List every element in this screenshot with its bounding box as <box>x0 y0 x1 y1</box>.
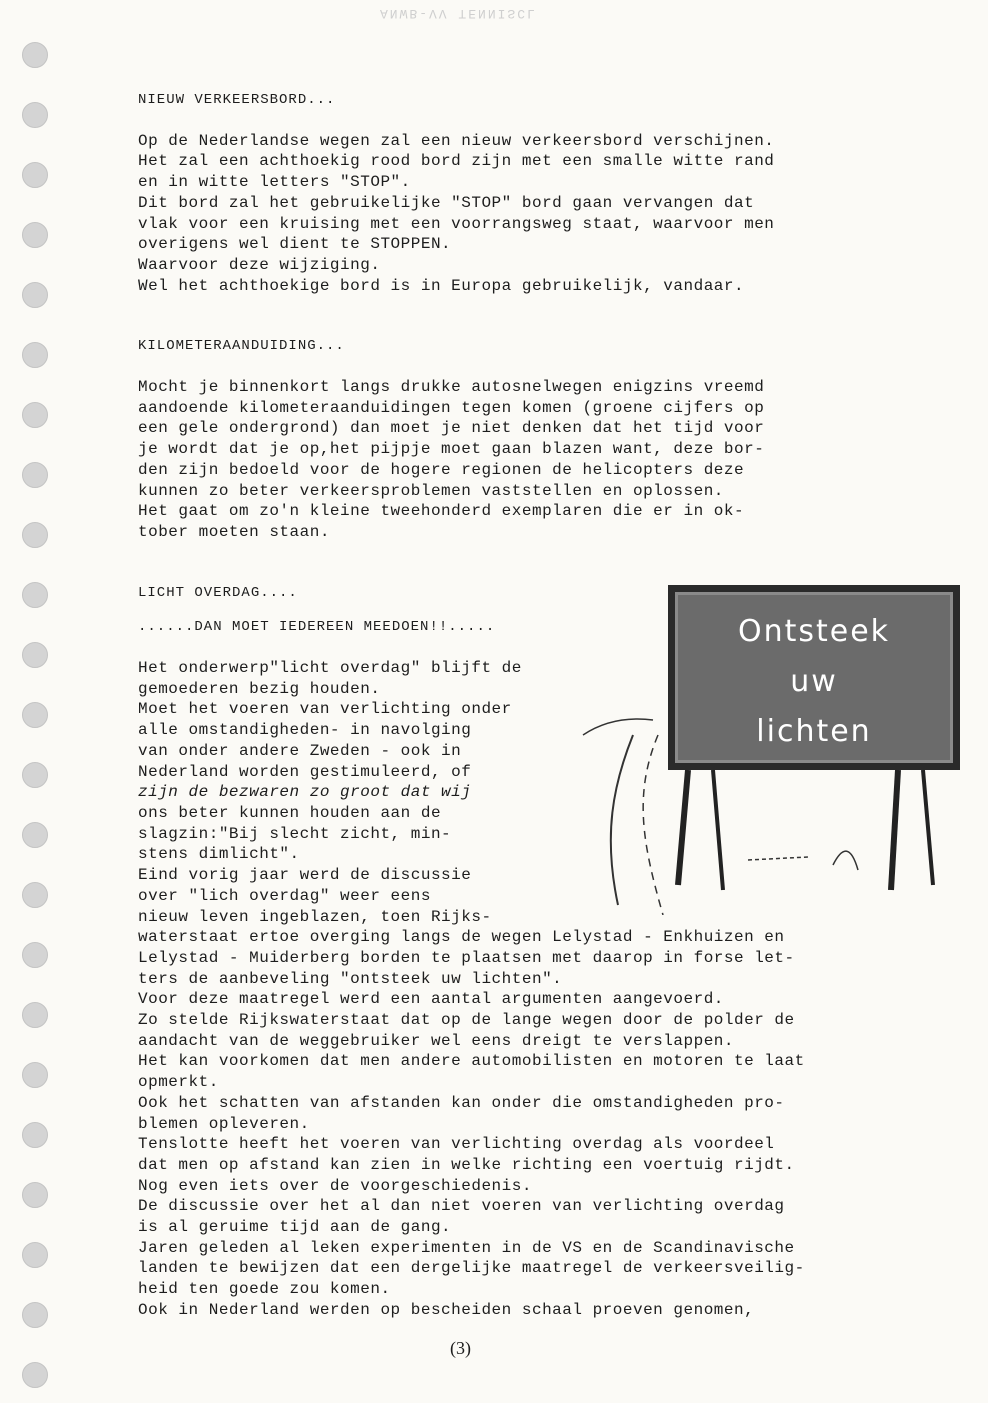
binder-hole <box>22 222 48 248</box>
binder-hole <box>22 1302 48 1328</box>
binder-hole <box>22 942 48 968</box>
section-body-kilometer: Mocht je binnenkort langs drukke autosnelwegen enigzins vreemd aandoende kilometeraanduidingen tegen komen (groene cijfers op een gele ondergrond) dan moet je niet denken dat het tijd voor je wordt dat je op,het pijpje moet gaan blazen want, deze bor- den zijn bedoeld voor de hogere regionen de helicopters deze kunnen zo beter verkeersproblemen vaststellen en oplossen. Het gaat om zo'n kleine tweehonderd exemplaren die er in ok- tober moeten staan. <box>138 378 765 541</box>
binder-holes <box>22 38 48 1398</box>
binder-hole <box>22 402 48 428</box>
sign-line-1: Ontsteek <box>737 614 891 649</box>
section-body-licht-a: Het onderwerp"licht overdag" blijft de gemoederen bezig houden. Moet het voeren van verlichting onder alle omstandigheden- in navolging van onder andere Zweden - ook in Nederland worden gestimuleerd, of <box>138 659 522 781</box>
binder-hole <box>22 642 48 668</box>
binder-hole <box>22 42 48 68</box>
sign-line-2: uw <box>790 664 838 699</box>
binder-hole <box>22 1362 48 1388</box>
binder-hole <box>22 1182 48 1208</box>
bleed-through-header: ANWB-VV TENNISCL <box>380 6 537 21</box>
binder-hole <box>22 522 48 548</box>
page-number: (3) <box>450 1338 471 1358</box>
section-body-licht-b: ons beter kunnen houden aan de slagzin:"Bij slecht zicht, min- stens dimlicht". Eind vorig jaar werd de discussie over "lich overdag" weer eens nieuw leven ingeblazen, toen Rijks- waterstaat ertoe overging langs de wegen Lelystad - Enkhuizen en Lelystad - Muiderberg borden te plaatsen met daarop in forse let- ters de aanbeveling "ontsteek uw lichten". Voor deze maatregel werd een aantal argumenten aangevoerd. Zo stelde Rijkswaterstaat dat op de lange wegen door de polder de aandacht van de weggebruiker wel eens dreigt te verslappen. Het kan voorkomen dat men andere automobilisten en motoren te laat opmerkt. Ook het schatten van afstanden kan onder die omstandigheden pro- blemen opleveren. Tenslotte heeft het voeren van verlichting overdag als voordeel dat men op afstand kan zien in welke richting een voertuig rijdt. Nog even iets over de voorgeschiedenis. De discussie over het al dan niet voeren van verlichting overdag is al geruime tijd aan de gang. Jaren geleden al leken experimenten in de VS en de Scandinavische landen te bewijzen dat een dergelijke maatregel de verkeersveilig- heid ten goede zou komen. Ook in Nederland werden op bescheiden schaal proeven genomen, <box>138 803 805 1319</box>
binder-hole <box>22 1242 48 1268</box>
binder-hole <box>22 702 48 728</box>
binder-hole <box>22 462 48 488</box>
binder-hole <box>22 342 48 368</box>
binder-hole <box>22 882 48 908</box>
binder-hole <box>22 762 48 788</box>
road-sign-illustration <box>573 585 978 915</box>
sign-board <box>668 585 960 770</box>
binder-hole <box>22 1002 48 1028</box>
section-title-verkeersbord: NIEUW VERKEERSBORD... <box>138 92 336 108</box>
binder-hole <box>22 582 48 608</box>
binder-hole <box>22 1062 48 1088</box>
binder-hole <box>22 282 48 308</box>
section-body-licht-italic: zijn de bezwaren zo groot dat wij <box>138 783 472 802</box>
binder-hole <box>22 822 48 848</box>
section-title-kilometer: KILOMETERAANDUIDING... <box>138 338 345 355</box>
section-title-licht: LICHT OVERDAG.... <box>138 584 298 601</box>
binder-hole <box>22 102 48 128</box>
binder-hole <box>22 1122 48 1148</box>
section-body-verkeersbord: Op de Nederlandse wegen zal een nieuw verkeersbord verschijnen. Het zal een achthoekig rood bord zijn met een smalle witte rand en in witte letters "STOP". Dit bord zal het gebruikelijke "STOP" bord gaan vervangen dat vlak voor een kruising met een voorrangsweg staat, waarvoor men overigens wel dient te STOPPEN. Waarvoor deze wijziging. Wel het achthoekige bord is in Europa gebruikelijk, vandaar. <box>138 131 775 295</box>
sign-line-3: lichten <box>756 714 872 749</box>
section-subtitle-licht: ......DAN MOET IEDEREEN MEEDOEN!!..... <box>138 619 496 636</box>
binder-hole <box>22 162 48 188</box>
